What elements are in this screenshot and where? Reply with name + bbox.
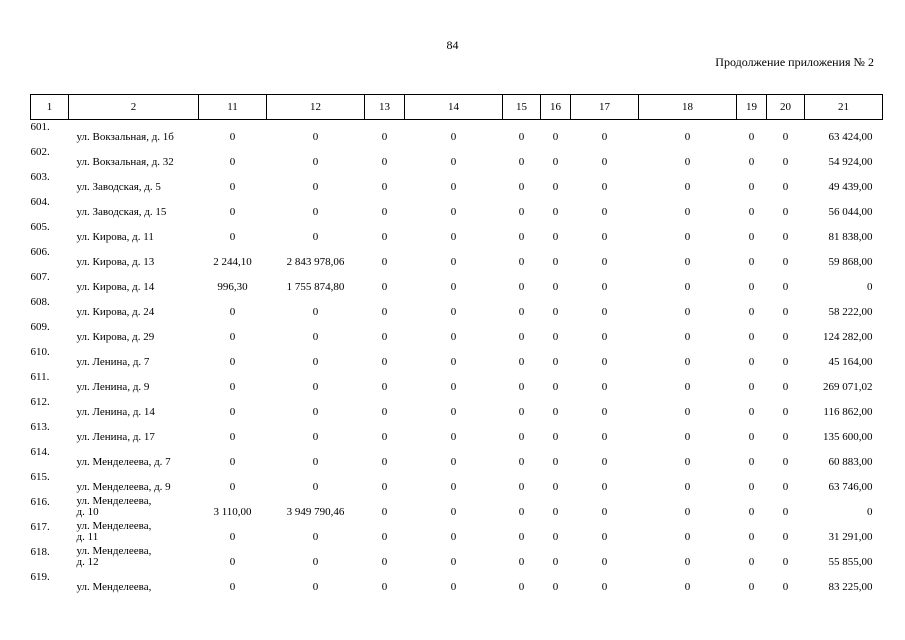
value-cell: 0 <box>684 280 691 293</box>
value-cell: 0 <box>684 155 691 168</box>
value-cell: 0 <box>552 580 559 593</box>
row-number: 608. <box>30 295 50 308</box>
value-cell: 0 <box>552 205 559 218</box>
address-cell: ул. Ленина, д. 9 <box>76 380 150 393</box>
value-cell: 0 <box>748 480 755 493</box>
value-cell: 0 <box>312 130 319 143</box>
row-number: 616. <box>30 495 50 508</box>
table-row <box>31 445 883 470</box>
value-cell: 0 <box>684 405 691 418</box>
value-cell: 0 <box>552 455 559 468</box>
table-row <box>31 145 883 170</box>
value-cell: 0 <box>684 255 691 268</box>
value-cell: 0 <box>518 455 525 468</box>
value-cell: 0 <box>684 305 691 318</box>
value-cell: 0 <box>450 380 457 393</box>
column-header: 13 <box>365 95 405 120</box>
value-cell: 0 <box>684 455 691 468</box>
value-cell: 0 <box>748 280 755 293</box>
table-row <box>31 220 883 245</box>
value-cell: 0 <box>312 430 319 443</box>
table-row <box>31 495 883 520</box>
page-number: 84 <box>446 38 459 52</box>
value-cell: 0 <box>229 455 236 468</box>
value-cell: 0 <box>450 580 457 593</box>
value-cell: 0 <box>229 330 236 343</box>
address-cell: ул. Кирова, д. 13 <box>76 255 155 268</box>
value-cell: 0 <box>381 380 388 393</box>
column-header: 14 <box>405 95 503 120</box>
value-cell: 0 <box>684 205 691 218</box>
value-cell: 0 <box>312 580 319 593</box>
column-header: 2 <box>69 95 199 120</box>
value-cell: 0 <box>450 430 457 443</box>
value-cell: 0 <box>552 255 559 268</box>
address-cell: ул. Ленина, д. 17 <box>76 430 155 443</box>
value-cell: 0 <box>312 155 319 168</box>
value-cell: 0 <box>552 430 559 443</box>
value-cell: 0 <box>450 355 457 368</box>
table-row <box>31 545 883 570</box>
appendix-continuation-label: Продолжение приложения № 2 <box>715 55 874 69</box>
table-row <box>31 520 883 545</box>
address-cell: ул. Вокзальная, д. 1б <box>76 130 174 143</box>
value-cell: 0 <box>601 530 608 543</box>
value-cell: 3 110,00 <box>213 505 252 518</box>
value-cell: 0 <box>552 480 559 493</box>
value-cell: 0 <box>229 405 236 418</box>
value-cell: 0 <box>552 530 559 543</box>
value-cell: 0 <box>381 130 388 143</box>
value-cell: 0 <box>782 180 789 193</box>
value-cell: 0 <box>552 130 559 143</box>
column-header: 15 <box>503 95 541 120</box>
amount-cell: 0 <box>867 280 873 293</box>
row-number: 605. <box>30 220 50 233</box>
value-cell: 0 <box>601 230 608 243</box>
value-cell: 0 <box>684 130 691 143</box>
row-number: 610. <box>30 345 50 358</box>
value-cell: 0 <box>782 130 789 143</box>
value-cell: 0 <box>229 555 236 568</box>
value-cell: 0 <box>782 205 789 218</box>
column-header: 16 <box>541 95 571 120</box>
value-cell: 0 <box>229 430 236 443</box>
table-row <box>31 170 883 195</box>
address-cell: ул. Заводская, д. 5 <box>76 180 161 193</box>
row-number: 615. <box>30 470 50 483</box>
value-cell: 0 <box>312 530 319 543</box>
table-body <box>31 120 883 595</box>
value-cell: 0 <box>748 405 755 418</box>
column-header: 20 <box>767 95 805 120</box>
value-cell: 0 <box>381 480 388 493</box>
address-cell: ул. Менделеева, д. 7 <box>76 455 171 468</box>
value-cell: 0 <box>748 130 755 143</box>
value-cell: 0 <box>381 555 388 568</box>
value-cell: 0 <box>518 380 525 393</box>
amount-cell: 49 439,00 <box>828 180 873 193</box>
address-cell: ул. Менделеева, д. 10 <box>76 494 152 518</box>
value-cell: 0 <box>748 505 755 518</box>
table-row <box>31 320 883 345</box>
row-number: 607. <box>30 270 50 283</box>
value-cell: 0 <box>450 530 457 543</box>
value-cell: 0 <box>450 555 457 568</box>
row-number: 611. <box>30 370 50 383</box>
value-cell: 0 <box>684 180 691 193</box>
value-cell: 0 <box>450 205 457 218</box>
value-cell: 0 <box>381 305 388 318</box>
value-cell: 0 <box>782 555 789 568</box>
value-cell: 0 <box>684 555 691 568</box>
value-cell: 0 <box>450 455 457 468</box>
address-cell: ул. Менделеева, д. 9 <box>76 480 171 493</box>
amount-cell: 269 071,02 <box>823 380 873 393</box>
column-header: 19 <box>737 95 767 120</box>
value-cell: 0 <box>518 530 525 543</box>
value-cell: 0 <box>312 330 319 343</box>
value-cell: 0 <box>684 330 691 343</box>
value-cell: 0 <box>518 480 525 493</box>
value-cell: 0 <box>601 130 608 143</box>
row-number: 617. <box>30 520 50 533</box>
value-cell: 0 <box>601 480 608 493</box>
value-cell: 0 <box>518 130 525 143</box>
table-row <box>31 345 883 370</box>
table-row <box>31 295 883 320</box>
value-cell: 0 <box>782 330 789 343</box>
value-cell: 0 <box>381 230 388 243</box>
value-cell: 0 <box>748 255 755 268</box>
table-row <box>31 270 883 295</box>
value-cell: 0 <box>601 180 608 193</box>
value-cell: 3 949 790,46 <box>286 505 345 518</box>
value-cell: 0 <box>229 380 236 393</box>
table-row <box>31 420 883 445</box>
value-cell: 0 <box>601 455 608 468</box>
row-number: 614. <box>30 445 50 458</box>
address-cell: ул. Ленина, д. 14 <box>76 405 155 418</box>
value-cell: 0 <box>518 155 525 168</box>
column-header: 1 <box>31 95 69 120</box>
value-cell: 0 <box>518 205 525 218</box>
amount-cell: 59 868,00 <box>828 255 873 268</box>
column-header: 21 <box>805 95 883 120</box>
row-number: 618. <box>30 545 50 558</box>
value-cell: 0 <box>312 405 319 418</box>
value-cell: 0 <box>381 155 388 168</box>
value-cell: 0 <box>782 505 789 518</box>
value-cell: 0 <box>229 530 236 543</box>
table-row <box>31 370 883 395</box>
column-header: 11 <box>199 95 267 120</box>
value-cell: 0 <box>312 205 319 218</box>
value-cell: 0 <box>684 505 691 518</box>
value-cell: 0 <box>601 280 608 293</box>
value-cell: 0 <box>381 255 388 268</box>
amount-cell: 58 222,00 <box>828 305 873 318</box>
value-cell: 0 <box>381 280 388 293</box>
table-row <box>31 245 883 270</box>
value-cell: 0 <box>229 180 236 193</box>
amount-cell: 124 282,00 <box>823 330 873 343</box>
address-cell: ул. Кирова, д. 29 <box>76 330 155 343</box>
row-number: 612. <box>30 395 50 408</box>
value-cell: 0 <box>601 380 608 393</box>
amount-cell: 55 855,00 <box>828 555 873 568</box>
value-cell: 0 <box>684 480 691 493</box>
value-cell: 0 <box>450 180 457 193</box>
value-cell: 0 <box>552 505 559 518</box>
value-cell: 0 <box>782 355 789 368</box>
value-cell: 0 <box>782 430 789 443</box>
value-cell: 0 <box>601 205 608 218</box>
value-cell: 0 <box>601 405 608 418</box>
amount-cell: 54 924,00 <box>828 155 873 168</box>
row-number: 619. <box>30 570 50 583</box>
value-cell: 0 <box>601 580 608 593</box>
value-cell: 0 <box>552 355 559 368</box>
value-cell: 0 <box>684 530 691 543</box>
table-header-row <box>31 95 883 120</box>
value-cell: 0 <box>518 305 525 318</box>
value-cell: 0 <box>450 280 457 293</box>
value-cell: 0 <box>552 280 559 293</box>
value-cell: 0 <box>748 380 755 393</box>
value-cell: 0 <box>601 305 608 318</box>
value-cell: 0 <box>518 505 525 518</box>
value-cell: 1 755 874,80 <box>286 280 345 293</box>
amount-cell: 83 225,00 <box>828 580 873 593</box>
value-cell: 0 <box>601 255 608 268</box>
value-cell: 0 <box>312 230 319 243</box>
value-cell: 0 <box>782 580 789 593</box>
row-number: 602. <box>30 145 50 158</box>
column-header: 12 <box>267 95 365 120</box>
amount-cell: 45 164,00 <box>828 355 873 368</box>
value-cell: 0 <box>312 380 319 393</box>
value-cell: 2 843 978,06 <box>286 255 345 268</box>
table-row <box>31 120 883 145</box>
value-cell: 0 <box>518 555 525 568</box>
value-cell: 0 <box>450 255 457 268</box>
value-cell: 0 <box>748 155 755 168</box>
value-cell: 0 <box>229 230 236 243</box>
amount-cell: 63 746,00 <box>828 480 873 493</box>
address-cell: ул. Менделеева, д. 11 <box>76 519 152 543</box>
value-cell: 0 <box>229 580 236 593</box>
value-cell: 0 <box>748 305 755 318</box>
value-cell: 0 <box>518 255 525 268</box>
value-cell: 0 <box>552 555 559 568</box>
value-cell: 0 <box>381 455 388 468</box>
column-header: 18 <box>639 95 737 120</box>
value-cell: 0 <box>552 155 559 168</box>
value-cell: 0 <box>518 330 525 343</box>
amount-cell: 116 862,00 <box>823 405 873 418</box>
value-cell: 0 <box>748 230 755 243</box>
value-cell: 0 <box>748 530 755 543</box>
value-cell: 0 <box>684 430 691 443</box>
value-cell: 0 <box>229 205 236 218</box>
value-cell: 0 <box>601 330 608 343</box>
value-cell: 0 <box>381 355 388 368</box>
value-cell: 0 <box>552 330 559 343</box>
column-header: 17 <box>571 95 639 120</box>
value-cell: 0 <box>748 580 755 593</box>
table-row <box>31 470 883 495</box>
value-cell: 0 <box>381 330 388 343</box>
value-cell: 0 <box>782 380 789 393</box>
value-cell: 0 <box>381 530 388 543</box>
address-cell: ул. Кирова, д. 24 <box>76 305 155 318</box>
value-cell: 0 <box>748 180 755 193</box>
value-cell: 0 <box>684 355 691 368</box>
value-cell: 0 <box>601 355 608 368</box>
value-cell: 0 <box>782 480 789 493</box>
amount-cell: 56 044,00 <box>828 205 873 218</box>
value-cell: 0 <box>312 455 319 468</box>
value-cell: 0 <box>782 155 789 168</box>
value-cell: 0 <box>748 455 755 468</box>
value-cell: 0 <box>782 405 789 418</box>
value-cell: 0 <box>748 430 755 443</box>
value-cell: 0 <box>450 505 457 518</box>
address-cell: ул. Менделеева, д. 12 <box>76 544 152 568</box>
amount-cell: 60 883,00 <box>828 455 873 468</box>
address-cell: ул. Кирова, д. 11 <box>76 230 154 243</box>
row-number: 606. <box>30 245 50 258</box>
value-cell: 0 <box>450 330 457 343</box>
address-cell: ул. Вокзальная, д. 32 <box>76 155 174 168</box>
value-cell: 0 <box>601 155 608 168</box>
value-cell: 0 <box>450 130 457 143</box>
value-cell: 0 <box>601 430 608 443</box>
value-cell: 0 <box>684 580 691 593</box>
value-cell: 996,30 <box>217 280 248 293</box>
value-cell: 0 <box>381 505 388 518</box>
amount-cell: 81 838,00 <box>828 230 873 243</box>
value-cell: 0 <box>381 205 388 218</box>
value-cell: 0 <box>518 405 525 418</box>
value-cell: 0 <box>552 405 559 418</box>
row-number: 604. <box>30 195 50 208</box>
value-cell: 0 <box>552 305 559 318</box>
value-cell: 0 <box>229 155 236 168</box>
data-table <box>30 94 883 595</box>
value-cell: 0 <box>782 455 789 468</box>
value-cell: 0 <box>748 555 755 568</box>
value-cell: 0 <box>518 430 525 443</box>
value-cell: 0 <box>229 480 236 493</box>
value-cell: 0 <box>381 405 388 418</box>
value-cell: 0 <box>684 380 691 393</box>
amount-cell: 63 424,00 <box>828 130 873 143</box>
value-cell: 0 <box>229 355 236 368</box>
address-cell: ул. Заводская, д. 15 <box>76 205 167 218</box>
value-cell: 0 <box>312 305 319 318</box>
row-number: 609. <box>30 320 50 333</box>
value-cell: 0 <box>450 305 457 318</box>
row-number: 613. <box>30 420 50 433</box>
value-cell: 0 <box>312 480 319 493</box>
table-row <box>31 570 883 595</box>
value-cell: 0 <box>782 230 789 243</box>
value-cell: 0 <box>748 205 755 218</box>
value-cell: 0 <box>684 230 691 243</box>
address-cell: ул. Менделеева, <box>76 580 152 593</box>
amount-cell: 135 600,00 <box>823 430 873 443</box>
value-cell: 0 <box>518 580 525 593</box>
value-cell: 0 <box>782 530 789 543</box>
value-cell: 0 <box>518 355 525 368</box>
value-cell: 0 <box>450 155 457 168</box>
value-cell: 0 <box>312 355 319 368</box>
value-cell: 0 <box>229 305 236 318</box>
table-row <box>31 395 883 420</box>
value-cell: 0 <box>748 355 755 368</box>
value-cell: 0 <box>552 380 559 393</box>
value-cell: 0 <box>381 580 388 593</box>
value-cell: 0 <box>381 430 388 443</box>
value-cell: 0 <box>552 180 559 193</box>
value-cell: 0 <box>450 480 457 493</box>
value-cell: 0 <box>552 230 559 243</box>
value-cell: 0 <box>601 555 608 568</box>
value-cell: 0 <box>782 305 789 318</box>
table-row <box>31 195 883 220</box>
value-cell: 0 <box>312 180 319 193</box>
row-number: 601. <box>30 121 50 133</box>
address-cell: ул. Кирова, д. 14 <box>76 280 155 293</box>
address-cell: ул. Ленина, д. 7 <box>76 355 150 368</box>
value-cell: 0 <box>748 330 755 343</box>
value-cell: 0 <box>518 180 525 193</box>
value-cell: 0 <box>312 555 319 568</box>
value-cell: 0 <box>450 405 457 418</box>
value-cell: 0 <box>518 230 525 243</box>
value-cell: 0 <box>381 180 388 193</box>
row-number: 603. <box>30 170 50 183</box>
value-cell: 2 244,10 <box>213 255 252 268</box>
value-cell: 0 <box>518 280 525 293</box>
value-cell: 0 <box>782 255 789 268</box>
amount-cell: 31 291,00 <box>828 530 873 543</box>
amount-cell: 0 <box>867 505 873 518</box>
value-cell: 0 <box>782 280 789 293</box>
value-cell: 0 <box>601 505 608 518</box>
value-cell: 0 <box>229 130 236 143</box>
value-cell: 0 <box>450 230 457 243</box>
